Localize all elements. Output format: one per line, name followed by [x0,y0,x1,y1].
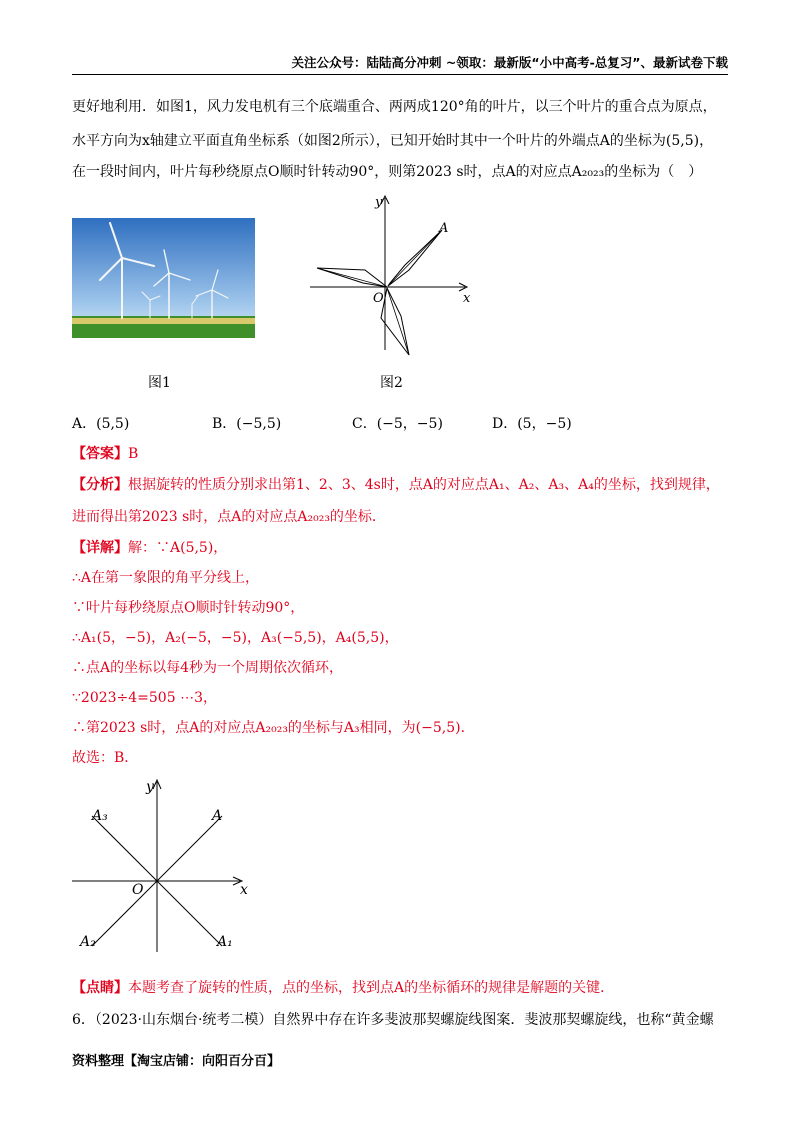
next-question-line: 6．（2023·山东烟台·统考二模）自然界中存在许多斐波那契螺旋线图案．斐波那契螺旋线，也称“黄金螺 [72,1012,714,1028]
fig3-origin-label: O [132,882,144,898]
figure-2-caption: 图2 [380,375,403,391]
detail-line-8: 故选：B． [72,750,139,766]
page-footer: 资料整理【淘宝店铺：向阳百分百】 [72,1054,281,1069]
fig3-y-label: y [146,779,154,795]
detail-line-1 [72,538,227,558]
fig3-a3-label: A₃ [92,808,108,824]
detail-line-5: ∴点A的坐标以每4秒为一个周期依次循环， [72,660,344,676]
comment-line [72,978,614,998]
fig2-point-a-label: A [439,221,449,236]
fig2-y-label: y [375,195,383,210]
figure-1-caption: 图1 [148,375,171,391]
detail-line-4: ∴A₁(5，−5)，A₂(−5，−5)，A₃(−5,5)，A₄(5,5)， [72,630,399,646]
comment-text: 本题考查了旋转的性质，点的坐标，找到点A的坐标循环的规律是解题的关键． [128,980,615,996]
figure-2-diagram [305,190,485,360]
option-c: C．(−5，−5) [352,416,443,432]
option-d: D．(5，−5) [492,416,572,432]
analysis-tag: 【分析】 [72,477,128,493]
answer-value: B [128,446,139,462]
fig3-a2-label: A₂ [80,934,96,950]
page-header: 关注公众号：陆陆高分冲刺 ~领取：最新版“小中高考-总复习”、最新试卷下载 [72,56,728,75]
detail-line-6: ∵2023÷4=505 ⋯3， [72,690,217,706]
question-line-3: 在一段时间内，叶片每秒绕原点O顺时针转动90°，则第2023 s时，点A的对应点A₂₀₂₃的坐标为（ ） [72,164,703,180]
analysis-text-1: 根据旋转的性质分别求出第1、2、3、4s时，点A的对应点A₁、A₂、A₃、A₄的坐标，找到规律， [128,477,720,493]
option-b: B．(−5,5) [212,416,282,432]
detail-tag: 【详解】 [72,540,128,556]
answer-line [72,444,138,464]
comment-tag: 【点睛】 [72,980,128,996]
question-line-1: 更好地利用．如图1，风力发电机有三个底端重合、两两成120°角的叶片，以三个叶片的重合点为原点， [72,99,717,115]
analysis-line-1 [72,475,720,495]
fig3-a-label: A [212,808,223,824]
detail-line-2: ∴A在第一象限的角平分线上， [72,570,260,586]
rotation-diagram [72,774,252,954]
answer-tag: 【答案】 [72,446,128,462]
analysis-line-2: 进而得出第2023 s时，点A的对应点A₂₀₂₃的坐标． [72,509,386,525]
fig2-x-label: x [463,291,471,306]
detail-text-1: 解：∵A(5,5)， [128,540,228,556]
wind-turbine-photo [72,218,255,338]
detail-line-3: ∵叶片每秒绕原点O顺时针转动90°， [72,600,305,616]
question-line-2: 水平方向为x轴建立平面直角坐标系（如图2所示），已知开始时其中一个叶片的外端点A的坐标为(5,5)， [72,133,714,149]
detail-line-7: ∴第2023 s时，点A的对应点A₂₀₂₃的坐标与A₃相同，为(−5,5)． [72,720,475,736]
fig2-origin-label: O [373,291,384,306]
fig3-x-label: x [240,882,248,898]
fig3-a1-label: A₁ [217,934,233,950]
option-a: A．(5,5) [72,416,130,432]
